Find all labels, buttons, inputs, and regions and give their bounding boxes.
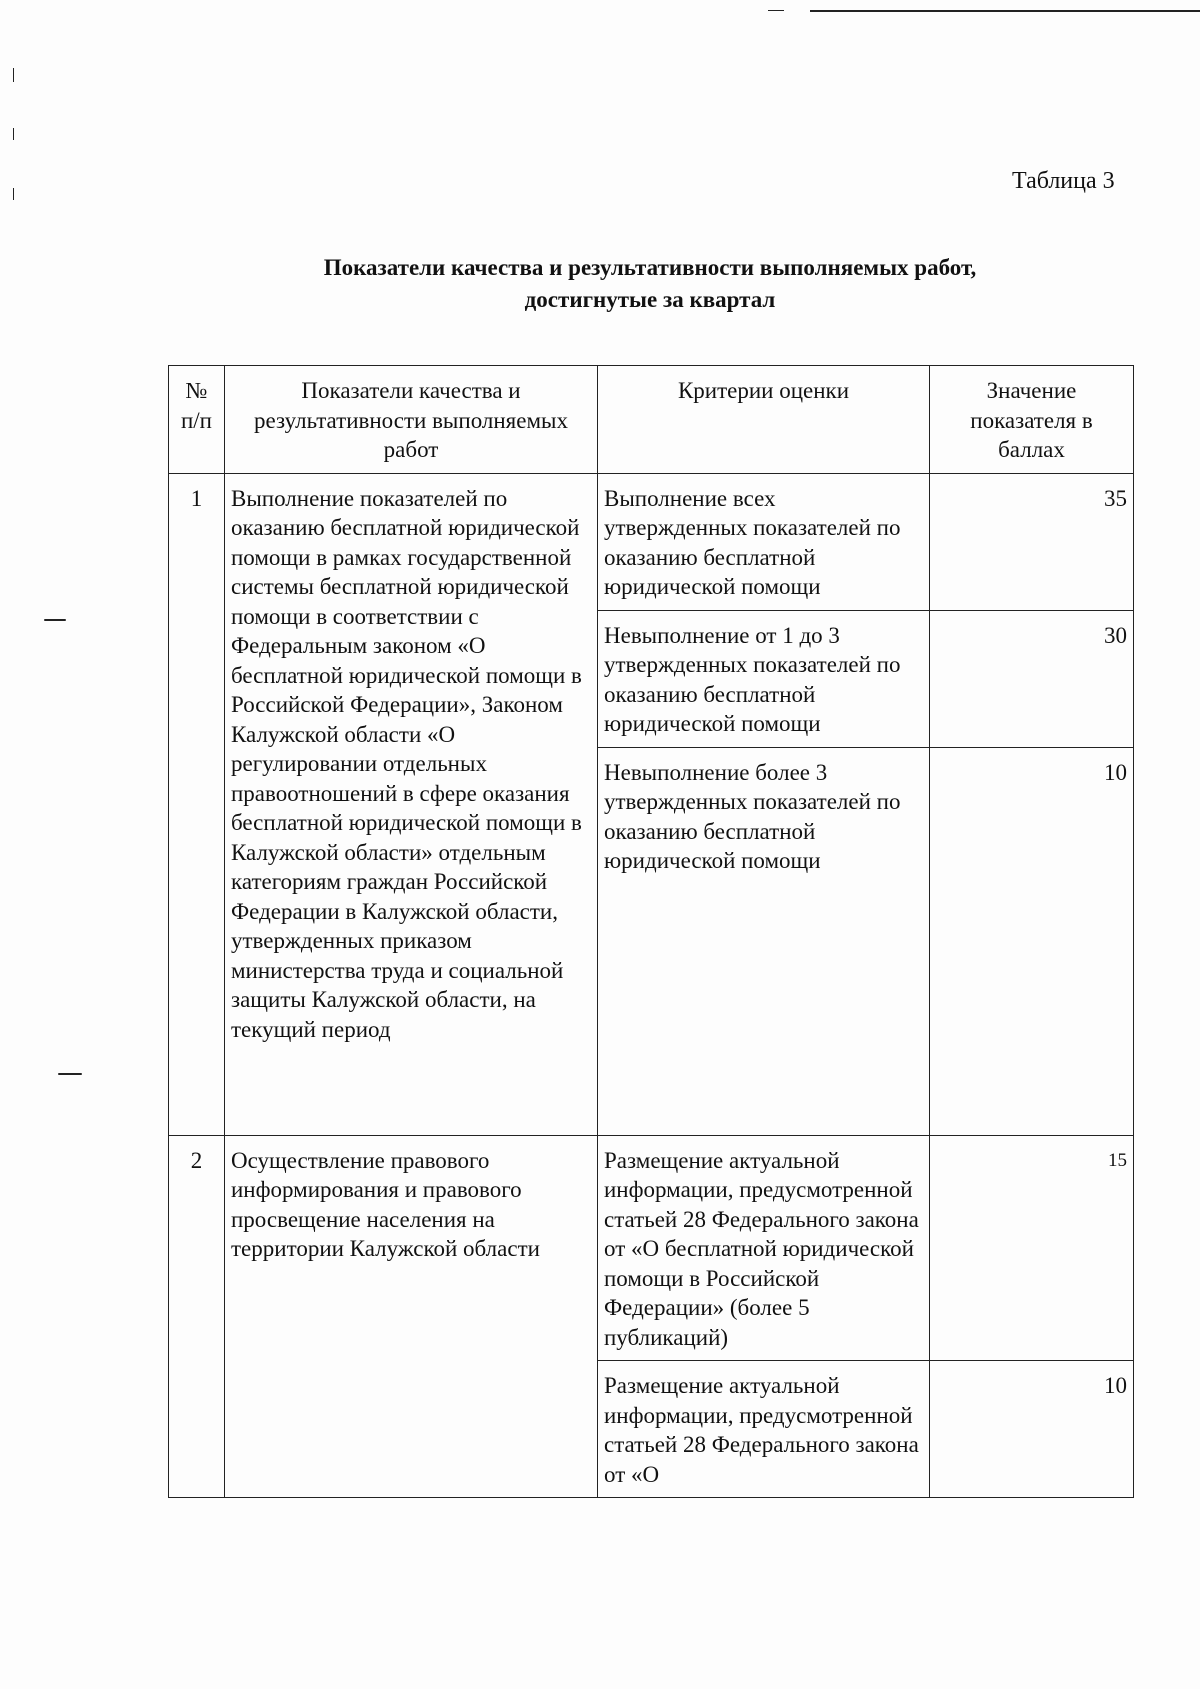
scan-artifact-left-dash	[44, 619, 66, 621]
column-header-score: Значение показателя в баллах	[930, 366, 1134, 474]
criteria-cell: Размещение актуальной информации, предусмотренной статьей 28 Федерального закона от «О бесплатной юридической помощи в Российской Федерации» (более 5 публикаций)	[598, 1135, 930, 1361]
indicators-table	[168, 365, 1134, 1498]
score-cell: 35	[930, 473, 1134, 610]
criteria-cell: Размещение актуальной информации, предусмотренной статьей 28 Федерального закона от «О	[598, 1361, 930, 1498]
scan-artifact-left-mark	[13, 68, 14, 82]
column-header-number: № п/п	[169, 366, 225, 474]
row-number: 1	[169, 473, 225, 1135]
score-cell: 30	[930, 610, 1134, 747]
scan-artifact-left-mark	[13, 188, 14, 200]
column-header-criteria: Критерии оценки	[598, 366, 930, 474]
table-row	[169, 473, 1134, 610]
score-cell: 15	[930, 1135, 1134, 1361]
table-label: Таблица 3	[1012, 168, 1115, 194]
scan-artifact-left-mark	[13, 128, 14, 140]
indicator-cell: Осуществление правового информирования и правового просвещение населения на территории Калужской области	[225, 1135, 598, 1498]
scan-artifact-left-dash	[58, 1073, 82, 1075]
table-row	[169, 1135, 1134, 1361]
criteria-cell: Невыполнение от 1 до 3 утвержденных показателей по оказанию бесплатной юридической помощи	[598, 610, 930, 747]
document-title	[200, 252, 1100, 316]
score-cell: 10	[930, 1361, 1134, 1498]
scan-artifact-top-dash	[768, 10, 784, 11]
table-header-row	[169, 366, 1134, 474]
score-cell: 10	[930, 747, 1134, 1135]
criteria-cell: Выполнение всех утвержденных показателей по оказанию бесплатной юридической помощи	[598, 473, 930, 610]
criteria-cell: Невыполнение более 3 утвержденных показателей по оказанию бесплатной юридической помощи	[598, 747, 930, 1135]
title-line-1: Показатели качества и результативности выполняемых работ,	[323, 255, 977, 280]
column-header-indicator: Показатели качества и результативности выполняемых работ	[225, 366, 598, 474]
title-line-2: достигнутые за квартал	[524, 287, 776, 312]
scan-artifact-top-line	[810, 10, 1200, 12]
row-number: 2	[169, 1135, 225, 1498]
indicator-cell: Выполнение показателей по оказанию бесплатной юридической помощи в рамках государственной системы бесплатной юридической помощи в соответствии с Федеральным законом «О бесплатной юридической помощи в Российской Федерации», Законом Калужской области «О регулировании отдельных правоотношений в сфере оказания бесплатной юридической помощи в Калужской области» отдельным категориям граждан Российской Федерации в Калужской области, утвержденных приказом министерства труда и социальной защиты Калужской области, на текущий период	[225, 473, 598, 1135]
